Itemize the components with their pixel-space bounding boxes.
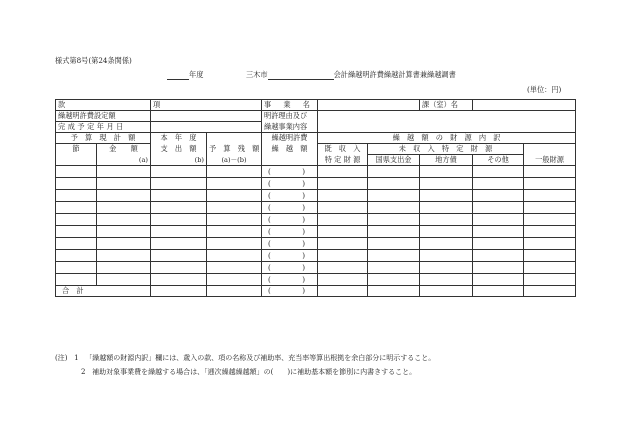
header-ka: 課（室）名 bbox=[420, 100, 473, 111]
col-honnendo: 本 年 度 bbox=[151, 133, 207, 144]
cell-zan[interactable] bbox=[207, 226, 262, 238]
table-row bbox=[56, 166, 576, 178]
cell-chihosai[interactable] bbox=[420, 178, 473, 190]
cell-kurikoshi[interactable]: ( ) bbox=[262, 238, 318, 250]
cell-ippan[interactable] bbox=[524, 190, 576, 202]
cell-setsu[interactable] bbox=[56, 166, 97, 178]
cell-kurikoshi[interactable]: ( ) bbox=[262, 190, 318, 202]
table-row bbox=[56, 262, 576, 274]
cell-kurikoshi[interactable]: ( ) bbox=[262, 166, 318, 178]
cell-setsu[interactable] bbox=[56, 178, 97, 190]
cell-sonota[interactable] bbox=[473, 202, 524, 214]
cell-kishunyu[interactable] bbox=[318, 238, 368, 250]
cell-setsu[interactable] bbox=[56, 226, 97, 238]
col-kokuken: 国県支出金 bbox=[368, 155, 420, 166]
cell-kishunyu[interactable] bbox=[318, 190, 368, 202]
cell-kingaku[interactable] bbox=[97, 226, 151, 238]
cell-sonota[interactable] bbox=[473, 262, 524, 274]
cell-shishutsu[interactable] bbox=[151, 262, 207, 274]
cell-kishunyu[interactable] bbox=[318, 166, 368, 178]
header-kurikoshi-settei: 繰越明許費設定額 bbox=[56, 111, 151, 122]
cell-zan[interactable] bbox=[207, 274, 262, 286]
col-zaigen-naiyaku: 繰 越 額 の 財 源 内 訳 bbox=[318, 133, 576, 144]
cell-ippan[interactable] bbox=[524, 274, 576, 286]
table-row bbox=[56, 202, 576, 214]
table-row bbox=[56, 226, 576, 238]
cell-kishunyu[interactable] bbox=[318, 178, 368, 190]
col-kishunyu-top: 既 収 入 bbox=[318, 144, 368, 155]
cell-kingaku[interactable] bbox=[97, 274, 151, 286]
cell-setsu[interactable] bbox=[56, 250, 97, 262]
cell-kurikoshi[interactable]: ( ) bbox=[262, 178, 318, 190]
year-label: 年度 bbox=[189, 70, 204, 79]
header-jigyomei-value[interactable] bbox=[318, 100, 420, 111]
cell-kokuken[interactable] bbox=[368, 250, 420, 262]
col-a: (a) bbox=[97, 155, 151, 166]
col-chihosai: 地方債 bbox=[420, 155, 473, 166]
col-kingaku: 金 額 bbox=[97, 144, 151, 155]
cell-kokuken[interactable] bbox=[368, 238, 420, 250]
col-b: (b) bbox=[151, 155, 207, 166]
cell-ippan[interactable] bbox=[524, 214, 576, 226]
cell-ippan[interactable] bbox=[524, 262, 576, 274]
cell-chihosai[interactable] bbox=[420, 262, 473, 274]
cell-shishutsu[interactable] bbox=[151, 214, 207, 226]
cell-zan[interactable] bbox=[207, 202, 262, 214]
cell-kishunyu[interactable] bbox=[318, 274, 368, 286]
header-kou: 項 bbox=[151, 100, 262, 111]
cell-shishutsu[interactable] bbox=[151, 190, 207, 202]
cell-chihosai[interactable] bbox=[420, 166, 473, 178]
cell-chihosai[interactable] bbox=[420, 250, 473, 262]
table-row bbox=[56, 214, 576, 226]
cell-kokuken[interactable] bbox=[368, 190, 420, 202]
carryover-table bbox=[55, 99, 576, 297]
table-row bbox=[56, 178, 576, 190]
cell-zan[interactable] bbox=[207, 250, 262, 262]
total-label: 合 計 bbox=[56, 286, 151, 297]
cell-chihosai[interactable] bbox=[420, 190, 473, 202]
header-meikyo-riyu: 明許理由及び bbox=[262, 111, 318, 122]
table-row bbox=[56, 250, 576, 262]
cell-kurikoshi[interactable]: ( ) bbox=[262, 250, 318, 262]
cell-kingaku[interactable] bbox=[97, 214, 151, 226]
total-ippan[interactable] bbox=[524, 286, 576, 297]
cell-kokuken[interactable] bbox=[368, 274, 420, 286]
cell-kurikoshi[interactable]: ( ) bbox=[262, 262, 318, 274]
cell-ippan[interactable] bbox=[524, 226, 576, 238]
cell-sonota[interactable] bbox=[473, 166, 524, 178]
cell-kishunyu[interactable] bbox=[318, 262, 368, 274]
cell-sonota[interactable] bbox=[473, 274, 524, 286]
total-kokuken[interactable] bbox=[368, 286, 420, 297]
form-title: 会計繰越明許費繰越計算書兼繰越調書 bbox=[333, 70, 456, 79]
cell-zan[interactable] bbox=[207, 214, 262, 226]
city-name: 三木市 bbox=[245, 70, 268, 79]
cell-chihosai[interactable] bbox=[420, 202, 473, 214]
cell-kingaku[interactable] bbox=[97, 166, 151, 178]
cell-shishutsu[interactable] bbox=[151, 238, 207, 250]
col-setsu: 節 bbox=[56, 144, 97, 155]
cell-kurikoshi[interactable]: ( ) bbox=[262, 226, 318, 238]
col-sonota: その他 bbox=[473, 155, 524, 166]
col-kurikoshi-meikyo-top: 繰越明許費 bbox=[262, 133, 318, 144]
table-row bbox=[56, 190, 576, 202]
cell-shishutsu[interactable] bbox=[151, 178, 207, 190]
cell-shishutsu[interactable] bbox=[151, 166, 207, 178]
total-sonota[interactable] bbox=[473, 286, 524, 297]
col-yosan-zan: 予 算 残 額 bbox=[207, 144, 262, 155]
cell-setsu[interactable] bbox=[56, 202, 97, 214]
cell-sonota[interactable] bbox=[473, 238, 524, 250]
cell-shishutsu[interactable] bbox=[151, 274, 207, 286]
header-kurikoshi-jigyo: 繰越事業内容 bbox=[262, 122, 318, 133]
cell-kokuken[interactable] bbox=[368, 166, 420, 178]
cell-kingaku[interactable] bbox=[97, 250, 151, 262]
cell-kingaku[interactable] bbox=[97, 190, 151, 202]
col-kishunyu-bottom: 特 定 財 源 bbox=[318, 155, 368, 166]
cell-shishutsu[interactable] bbox=[151, 226, 207, 238]
total-zan[interactable] bbox=[207, 286, 262, 297]
total-chihosai[interactable] bbox=[420, 286, 473, 297]
cell-zan[interactable] bbox=[207, 238, 262, 250]
cell-ippan[interactable] bbox=[524, 178, 576, 190]
table-row bbox=[56, 274, 576, 286]
cell-kishunyu[interactable] bbox=[318, 214, 368, 226]
col-setsu-sub bbox=[56, 155, 97, 166]
cell-ippan[interactable] bbox=[524, 250, 576, 262]
cell-kurikoshi[interactable]: ( ) bbox=[262, 202, 318, 214]
cell-kingaku[interactable] bbox=[97, 262, 151, 274]
account-blank[interactable] bbox=[268, 70, 334, 80]
cell-zan[interactable] bbox=[207, 190, 262, 202]
cell-sonota[interactable] bbox=[473, 214, 524, 226]
cell-kokuken[interactable] bbox=[368, 214, 420, 226]
col-mishunyu: 未 収 入 特 定 財 源 bbox=[368, 144, 524, 155]
cell-chihosai[interactable] bbox=[420, 214, 473, 226]
col-kurikoshi-sub bbox=[262, 155, 318, 166]
cell-kokuken[interactable] bbox=[368, 178, 420, 190]
cell-kingaku[interactable] bbox=[97, 202, 151, 214]
col-kurikoshi-meikyo-bottom: 繰 越 額 bbox=[262, 144, 318, 155]
cell-kingaku[interactable] bbox=[97, 178, 151, 190]
header-kanryo-yotei: 完成予定年月日 bbox=[56, 122, 151, 133]
cell-shishutsu[interactable] bbox=[151, 202, 207, 214]
cell-ippan[interactable] bbox=[524, 166, 576, 178]
col-a-minus-b: (a)－(b) bbox=[207, 155, 262, 166]
year-blank[interactable] bbox=[167, 70, 189, 80]
cell-zan[interactable] bbox=[207, 178, 262, 190]
cell-sonota[interactable] bbox=[473, 178, 524, 190]
cell-sonota[interactable] bbox=[473, 250, 524, 262]
header-kan-value[interactable] bbox=[97, 100, 151, 111]
total-kurikoshi[interactable]: ( ) bbox=[262, 286, 318, 297]
title-line bbox=[167, 70, 456, 80]
cell-zan[interactable] bbox=[207, 166, 262, 178]
cell-setsu[interactable] bbox=[56, 214, 97, 226]
cell-kurikoshi[interactable]: ( ) bbox=[262, 214, 318, 226]
table-row bbox=[56, 238, 576, 250]
cell-kurikoshi[interactable]: ( ) bbox=[262, 274, 318, 286]
cell-setsu[interactable] bbox=[56, 190, 97, 202]
header-ka-value[interactable] bbox=[473, 100, 576, 111]
total-shishutsu[interactable] bbox=[151, 286, 207, 297]
cell-kishunyu[interactable] bbox=[318, 250, 368, 262]
cell-chihosai[interactable] bbox=[420, 238, 473, 250]
col-ippan: 一般財源 bbox=[524, 155, 576, 166]
note-1: (注) 1 「繰越額の財源内訳」欄には、歳入の款、項の名称及び補助率、充当率等算出根拠を余白部分に明示すること。 bbox=[55, 354, 436, 362]
header-kurikoshi-settei-value[interactable] bbox=[151, 111, 262, 122]
header-kan: 款 bbox=[56, 100, 97, 111]
cell-ippan[interactable] bbox=[524, 238, 576, 250]
cell-kokuken[interactable] bbox=[368, 202, 420, 214]
cell-kokuken[interactable] bbox=[368, 262, 420, 274]
col-yosan-zan-blank bbox=[207, 133, 262, 144]
header-jigyomei: 事 業 名 bbox=[262, 100, 318, 111]
cell-kishunyu[interactable] bbox=[318, 226, 368, 238]
col-shishutsu: 支 出 額 bbox=[151, 144, 207, 155]
cell-sonota[interactable] bbox=[473, 190, 524, 202]
unit-label: (単位：円) bbox=[527, 85, 562, 94]
cell-chihosai[interactable] bbox=[420, 226, 473, 238]
cell-ippan[interactable] bbox=[524, 202, 576, 214]
cell-setsu[interactable] bbox=[56, 238, 97, 250]
cell-shishutsu[interactable] bbox=[151, 250, 207, 262]
cell-setsu[interactable] bbox=[56, 274, 97, 286]
form-number: 様式第8号(第24条関係) bbox=[55, 56, 132, 65]
header-kanryo-value[interactable] bbox=[151, 122, 262, 133]
cell-kokuken[interactable] bbox=[368, 226, 420, 238]
cell-setsu[interactable] bbox=[56, 262, 97, 274]
col-ippan-blank bbox=[524, 144, 576, 155]
cell-chihosai[interactable] bbox=[420, 274, 473, 286]
header-riyu-value[interactable] bbox=[318, 111, 576, 133]
note-2: 2 補助対象事業費を繰越する場合は、「逓次繰越繰越額」の( )に補助基本額を節別に内書きすること。 bbox=[81, 368, 417, 376]
cell-kishunyu[interactable] bbox=[318, 202, 368, 214]
col-yosan-genkei: 予 算 現 計 額 bbox=[56, 133, 151, 144]
cell-zan[interactable] bbox=[207, 262, 262, 274]
total-kishunyu[interactable] bbox=[318, 286, 368, 297]
cell-kingaku[interactable] bbox=[97, 238, 151, 250]
cell-sonota[interactable] bbox=[473, 226, 524, 238]
